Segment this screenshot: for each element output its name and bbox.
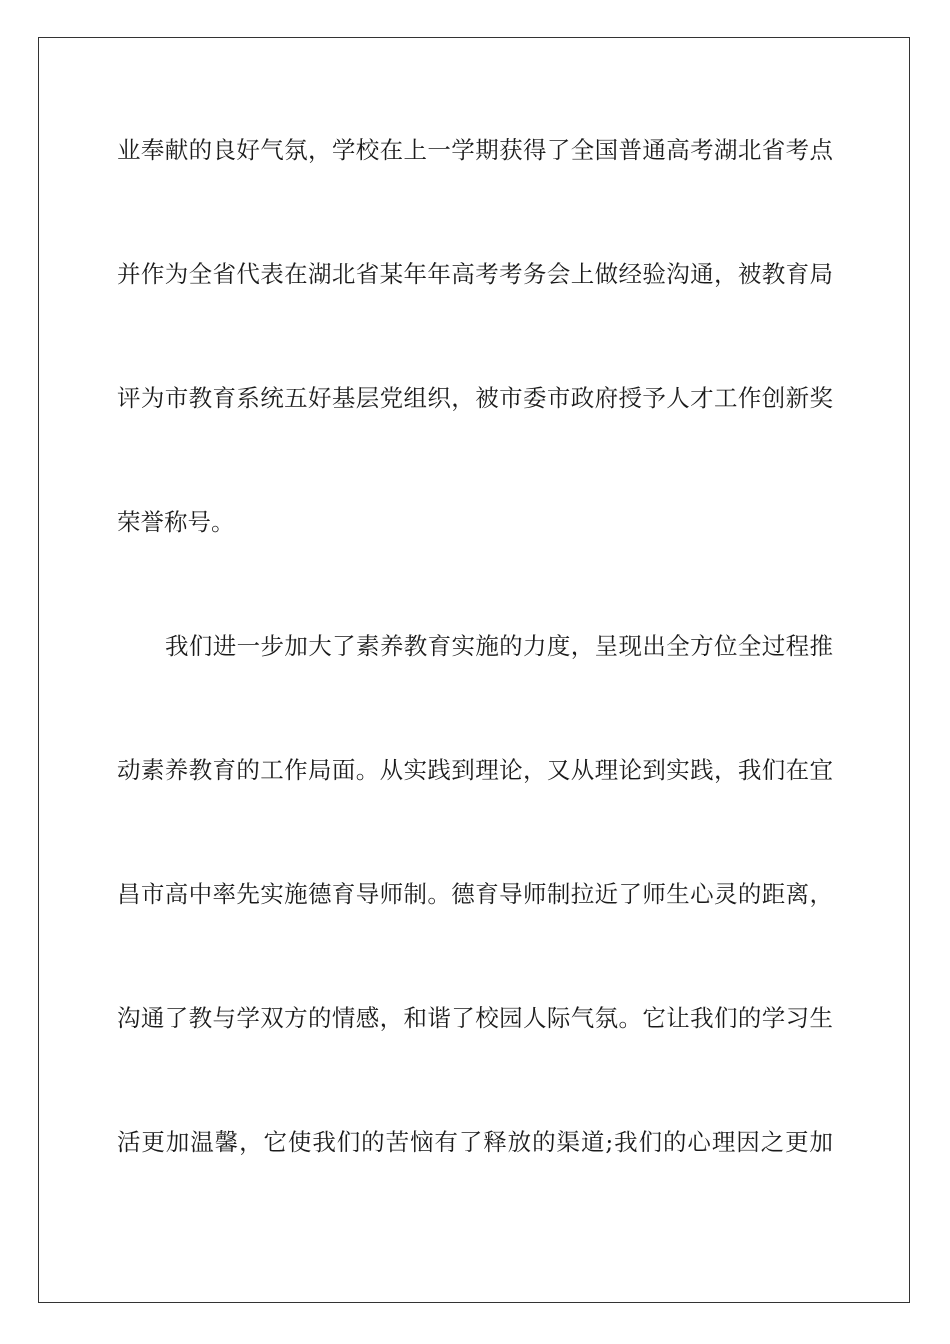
document-body	[117, 138, 833, 1254]
text-line: 业奉献的良好气氛，学校在上一学期获得了全国普通高考湖北省考点	[117, 138, 833, 164]
document-page	[38, 37, 910, 1303]
text-line: 动素养教育的工作局面。从实践到理论，又从理论到实践，我们在宜	[117, 758, 833, 784]
text-line: 沟通了教与学双方的情感，和谐了校园人际气氛。它让我们的学习生	[117, 1006, 833, 1032]
text-line: 评为市教育系统五好基层党组织，被市委市政府授予人才工作创新奖	[117, 386, 833, 412]
text-line: 并作为全省代表在湖北省某年年高考考务会上做经验沟通，被教育局	[117, 262, 833, 288]
text-line: 活更加温馨，它使我们的苦恼有了释放的渠道;我们的心理因之更加	[117, 1130, 833, 1156]
text-line: 昌市高中率先实施德育导师制。德育导师制拉近了师生心灵的距离，	[117, 882, 833, 908]
text-line: 荣誉称号。	[117, 510, 235, 536]
paragraph-first-line: 我们进一步加大了素养教育实施的力度，呈现出全方位全过程推	[165, 634, 833, 660]
